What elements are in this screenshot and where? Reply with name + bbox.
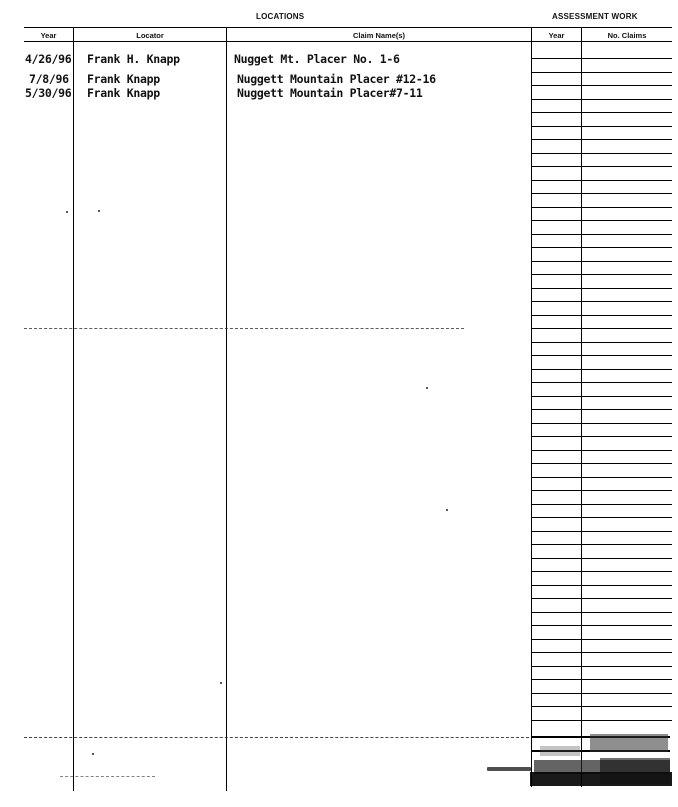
column-header-number-of-claims: No. Claims — [607, 31, 647, 40]
assessment-ruled-line — [531, 409, 672, 410]
assessment-ruled-line — [531, 517, 672, 518]
assessment-ruled-line — [531, 666, 672, 667]
assessment-ruled-line — [531, 693, 672, 694]
assessment-ruled-line — [531, 220, 672, 221]
scan-speck-artifact — [98, 210, 100, 212]
assessment-ruled-line — [531, 571, 672, 572]
assessment-ruled-line — [531, 58, 672, 59]
assessment-ruled-line — [531, 504, 672, 505]
scan-speck-artifact — [487, 767, 531, 771]
entry-claim-name: Nugget Mt. Placer No. 1-6 — [234, 52, 400, 66]
column-header-locator: Locator — [136, 31, 164, 40]
scan-artifact-line — [24, 737, 529, 739]
entry-year: 7/8/96 — [29, 72, 69, 86]
assessment-ruled-line — [531, 355, 672, 356]
assessment-ruled-line — [531, 180, 672, 181]
assessment-ruled-line — [531, 369, 672, 370]
assessment-ruled-line — [531, 126, 672, 127]
scan-speck-artifact — [66, 211, 68, 213]
assessment-ruled-line — [531, 450, 672, 451]
assessment-ruled-line — [531, 193, 672, 194]
header-top-rule — [24, 27, 672, 28]
header-bottom-rule — [24, 41, 672, 42]
assessment-ruled-line — [531, 288, 672, 289]
assessment-ruled-line — [531, 531, 672, 532]
assessment-ruled-line — [531, 234, 672, 235]
assessment-ruled-line — [531, 463, 672, 464]
assessment-ruled-line — [531, 585, 672, 586]
assessment-ruled-line — [531, 166, 672, 167]
column-header-assessment-year: Year — [548, 31, 565, 40]
locations-title: LOCATIONS — [256, 12, 305, 21]
assess-year-claims-divider — [581, 27, 582, 787]
entry-locator: Frank Knapp — [87, 72, 160, 86]
scan-artifact-line — [24, 328, 464, 330]
assessment-ruled-line — [531, 382, 672, 383]
assessment-ruled-line — [531, 139, 672, 140]
entry-locator: Frank H. Knapp — [87, 52, 180, 66]
assessment-ruled-line — [531, 85, 672, 86]
assessment-ruled-line — [531, 652, 672, 653]
assessment-ruled-line — [531, 477, 672, 478]
assessment-ruled-line — [531, 490, 672, 491]
entry-year: 5/30/96 — [25, 86, 72, 100]
entry-locator: Frank Knapp — [87, 86, 160, 100]
assessment-ruled-line — [531, 396, 672, 397]
assessment-ruled-line — [531, 99, 672, 100]
assessment-ruled-line — [531, 720, 672, 721]
assessment-ruled-line — [531, 328, 672, 329]
entry-claim-name: Nuggett Mountain Placer#7-11 — [237, 86, 423, 100]
assessment-ruled-line — [531, 625, 672, 626]
locator-claim-divider — [226, 27, 227, 791]
assessment-ruled-line — [531, 436, 672, 437]
entry-claim-name: Nuggett Mountain Placer #12-16 — [237, 72, 436, 86]
scan-speck-artifact — [220, 682, 222, 684]
assessment-ruled-line — [531, 639, 672, 640]
assessment-ruled-line — [531, 598, 672, 599]
assessment-work-title: ASSESSMENT WORK — [552, 12, 638, 21]
scan-speck-artifact — [446, 509, 448, 511]
assessment-ruled-line — [531, 558, 672, 559]
assessment-ruled-line — [531, 247, 672, 248]
assessment-ruled-line — [531, 679, 672, 680]
assessment-ruled-line — [531, 112, 672, 113]
assessment-ruled-line — [531, 72, 672, 73]
claim-assessment-divider — [531, 27, 532, 787]
assessment-ruled-line — [531, 342, 672, 343]
scan-speck-artifact — [92, 753, 94, 755]
scan-speck-artifact — [426, 387, 428, 389]
year-locator-divider — [73, 27, 74, 791]
assessment-ruled-line — [531, 706, 672, 707]
scan-artifact-line — [60, 776, 155, 778]
assessment-ruled-line — [531, 207, 672, 208]
assessment-ruled-line — [531, 612, 672, 613]
assessment-ruled-line — [531, 153, 672, 154]
column-header-claim-names: Claim Name(s) — [352, 31, 406, 40]
assessment-ruled-line — [531, 261, 672, 262]
assessment-ruled-line — [531, 544, 672, 545]
assessment-ruled-line — [531, 423, 672, 424]
entry-year: 4/26/96 — [25, 52, 72, 66]
column-header-year: Year — [40, 31, 57, 40]
assessment-ruled-line — [531, 315, 672, 316]
assessment-ruled-line — [531, 274, 672, 275]
assessment-ruled-line — [531, 301, 672, 302]
scan-smudge-artifact — [530, 728, 672, 790]
